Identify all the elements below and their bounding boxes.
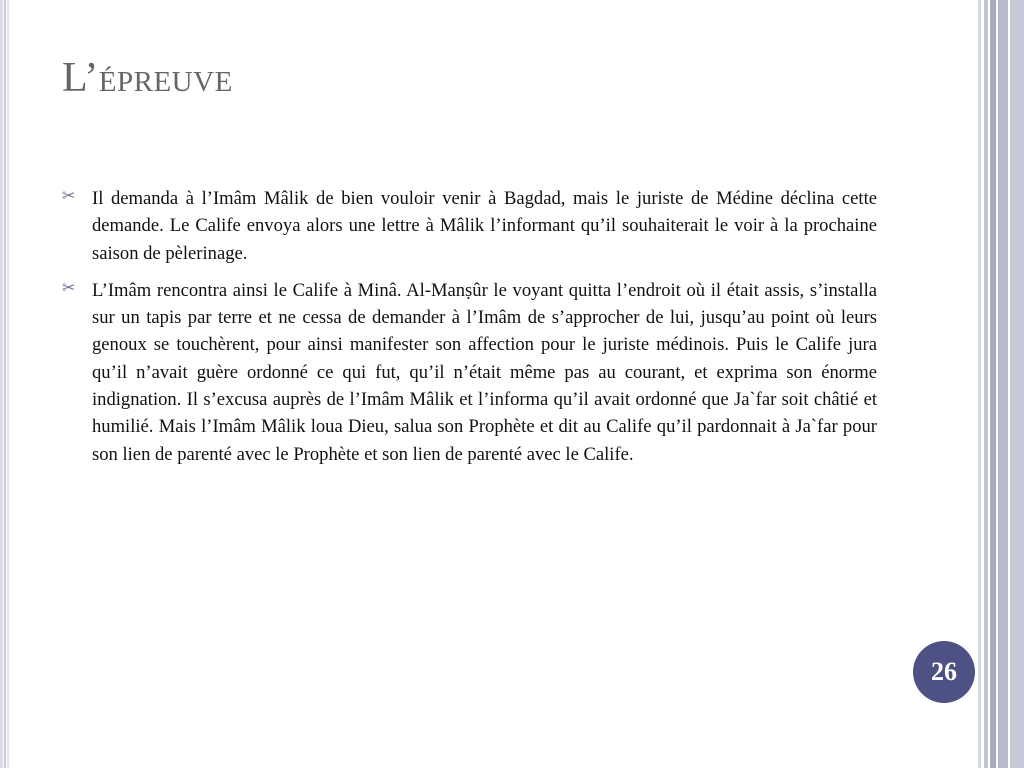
left-decorative-border [0, 0, 9, 768]
bullet-text: Il demanda à l’Imâm Mâlik de bien vouloir venir à Bagdad, mais le juriste de Médine déclina cette demande. Le Calife envoya alors une lettre à Mâlik l’informant qu’il souhaiterait le voir à la prochaine saison de pèlerinage. [92, 188, 877, 264]
slide-content [62, 185, 877, 478]
slide-title: L’épreuve [62, 55, 233, 101]
page-number-badge: 26 [913, 641, 975, 703]
bullet-item [62, 185, 877, 267]
scissors-icon: ✂ [62, 277, 76, 297]
right-decorative-border [976, 0, 1024, 768]
bullet-text: L’Imâm rencontra ainsi le Calife à Minâ. Al-Manṣûr le voyant quitta l’endroit où il était assis, s’installa sur un tapis par terre et ne cessa de demander à l’Imâm de s’approcher de lui, jusqu’au point où leurs genoux se touchèrent, pour ainsi manifester son affection pour le juriste médinois. Puis le Calife jura qu’il n’avait guère ordonné ce qui fut, qu’il n’était même pas au courant, et exprima son énorme indignation. Il s’excusa auprès de l’Imâm Mâlik et l’informa qu’il avait ordonné que Ja`far soit châtié et humilié. Mais l’Imâm Mâlik loua Dieu, salua son Prophète et dit au Calife qu’il pardonnait à Ja`far pour son lien de parenté avec le Prophète et son lien de parenté avec le Calife. [92, 279, 877, 465]
bullet-item [62, 277, 877, 468]
scissors-icon: ✂ [62, 186, 76, 205]
